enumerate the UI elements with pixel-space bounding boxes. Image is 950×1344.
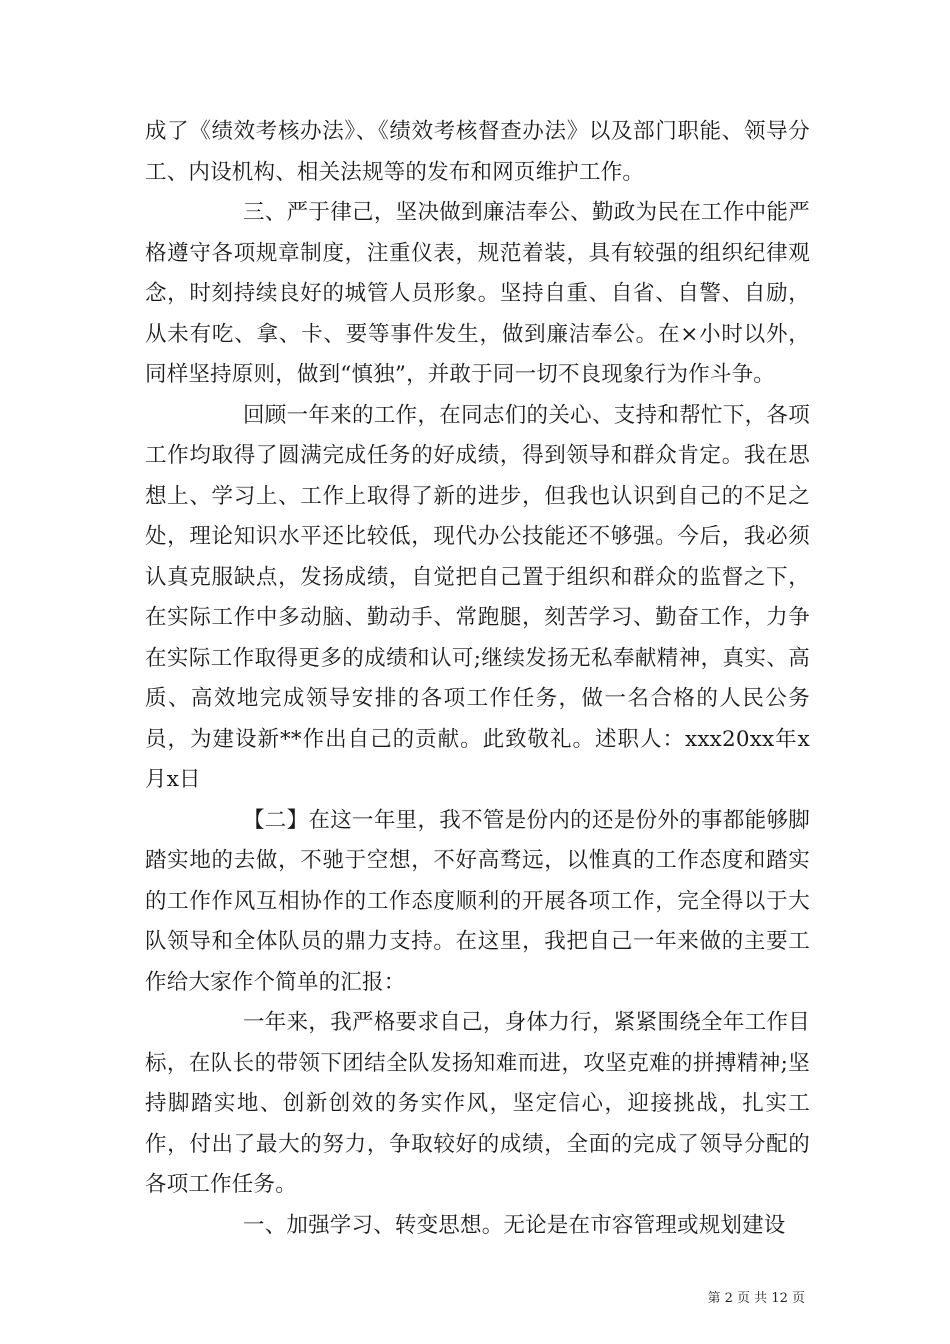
- paragraph-review: 回顾一年来的工作，在同志们的关心、支持和帮忙下，各项工作均取得了圆满完成任务的好成绩，得到领导和群众肯定。我在思想上、学习上、工作上取得了新的进步，但我也认识到自己的不足之处，理论知识水平还比较低，现代办公技能还不够强。今后，我必须认真克服缺点，发扬成绩，自觉把自己置于组织和群众的监督之下，在实际工作中多动脑、勤动手、常跑腿，刻苦学习、勤奋工作，力争在实际工作取得更多的成绩和认可;继续发扬无私奉献精神，真实、高质、高效地完成领导安排的各项工作任务，做一名合格的人民公务员，为建设新**作出自己的贡献。此致敬礼。述职人：xxx20xx年x月x日: [145, 402, 810, 792]
- paragraph-part-two: 【二】在这一年里，我不管是份内的还是份外的事都能够脚踏实地的去做，不驰于空想，不好高骛远，以惟真的工作态度和踏实的工作作风互相协作的工作态度顺利的开展各项工作，完全得以于大队领导和全体队员的鼎力支持。在这里，我把自己一年来做的主要工作给大家作个简单的汇报：: [145, 807, 810, 995]
- paragraph-year-summary: 一年来，我严格要求自己，身体力行，紧紧围绕全年工作目标，在队长的带领下团结全队发扬知难而进，攻坚克难的拼搏精神;坚持脚踏实地、创新创效的务实作风，坚定信心，迎接挑战，扎实工作，付出了最大的努力，争取较好的成绩，全面的完成了领导分配的各项工作任务。: [145, 1010, 810, 1197]
- document-body: [145, 112, 810, 1246]
- paragraph-section-one: 一、加强学习、转变思想。无论是在市容管理或规划建设: [243, 1212, 786, 1238]
- paragraph-continuation: 成了《绩效考核办法》、《绩效考核督查办法》以及部门职能、领导分工、内设机构、相关法规等的发布和网页维护工作。: [145, 119, 810, 185]
- paragraph-section-three: 三、严于律己，坚决做到廉洁奉公、勤政为民在工作中能严格遵守各项规章制度，注重仪表，规范着装，具有较强的组织纪律观念，时刻持续良好的城管人员形象。坚持自重、自省、自警、自励，从未有吃、拿、卡、要等事件发生，做到廉洁奉公。在×小时以外，同样坚持原则，做到“慎独”，并敢于同一切不良现象行为作斗争。: [145, 200, 810, 387]
- page-number-footer: 第 2 页 共 12 页: [707, 1291, 805, 1306]
